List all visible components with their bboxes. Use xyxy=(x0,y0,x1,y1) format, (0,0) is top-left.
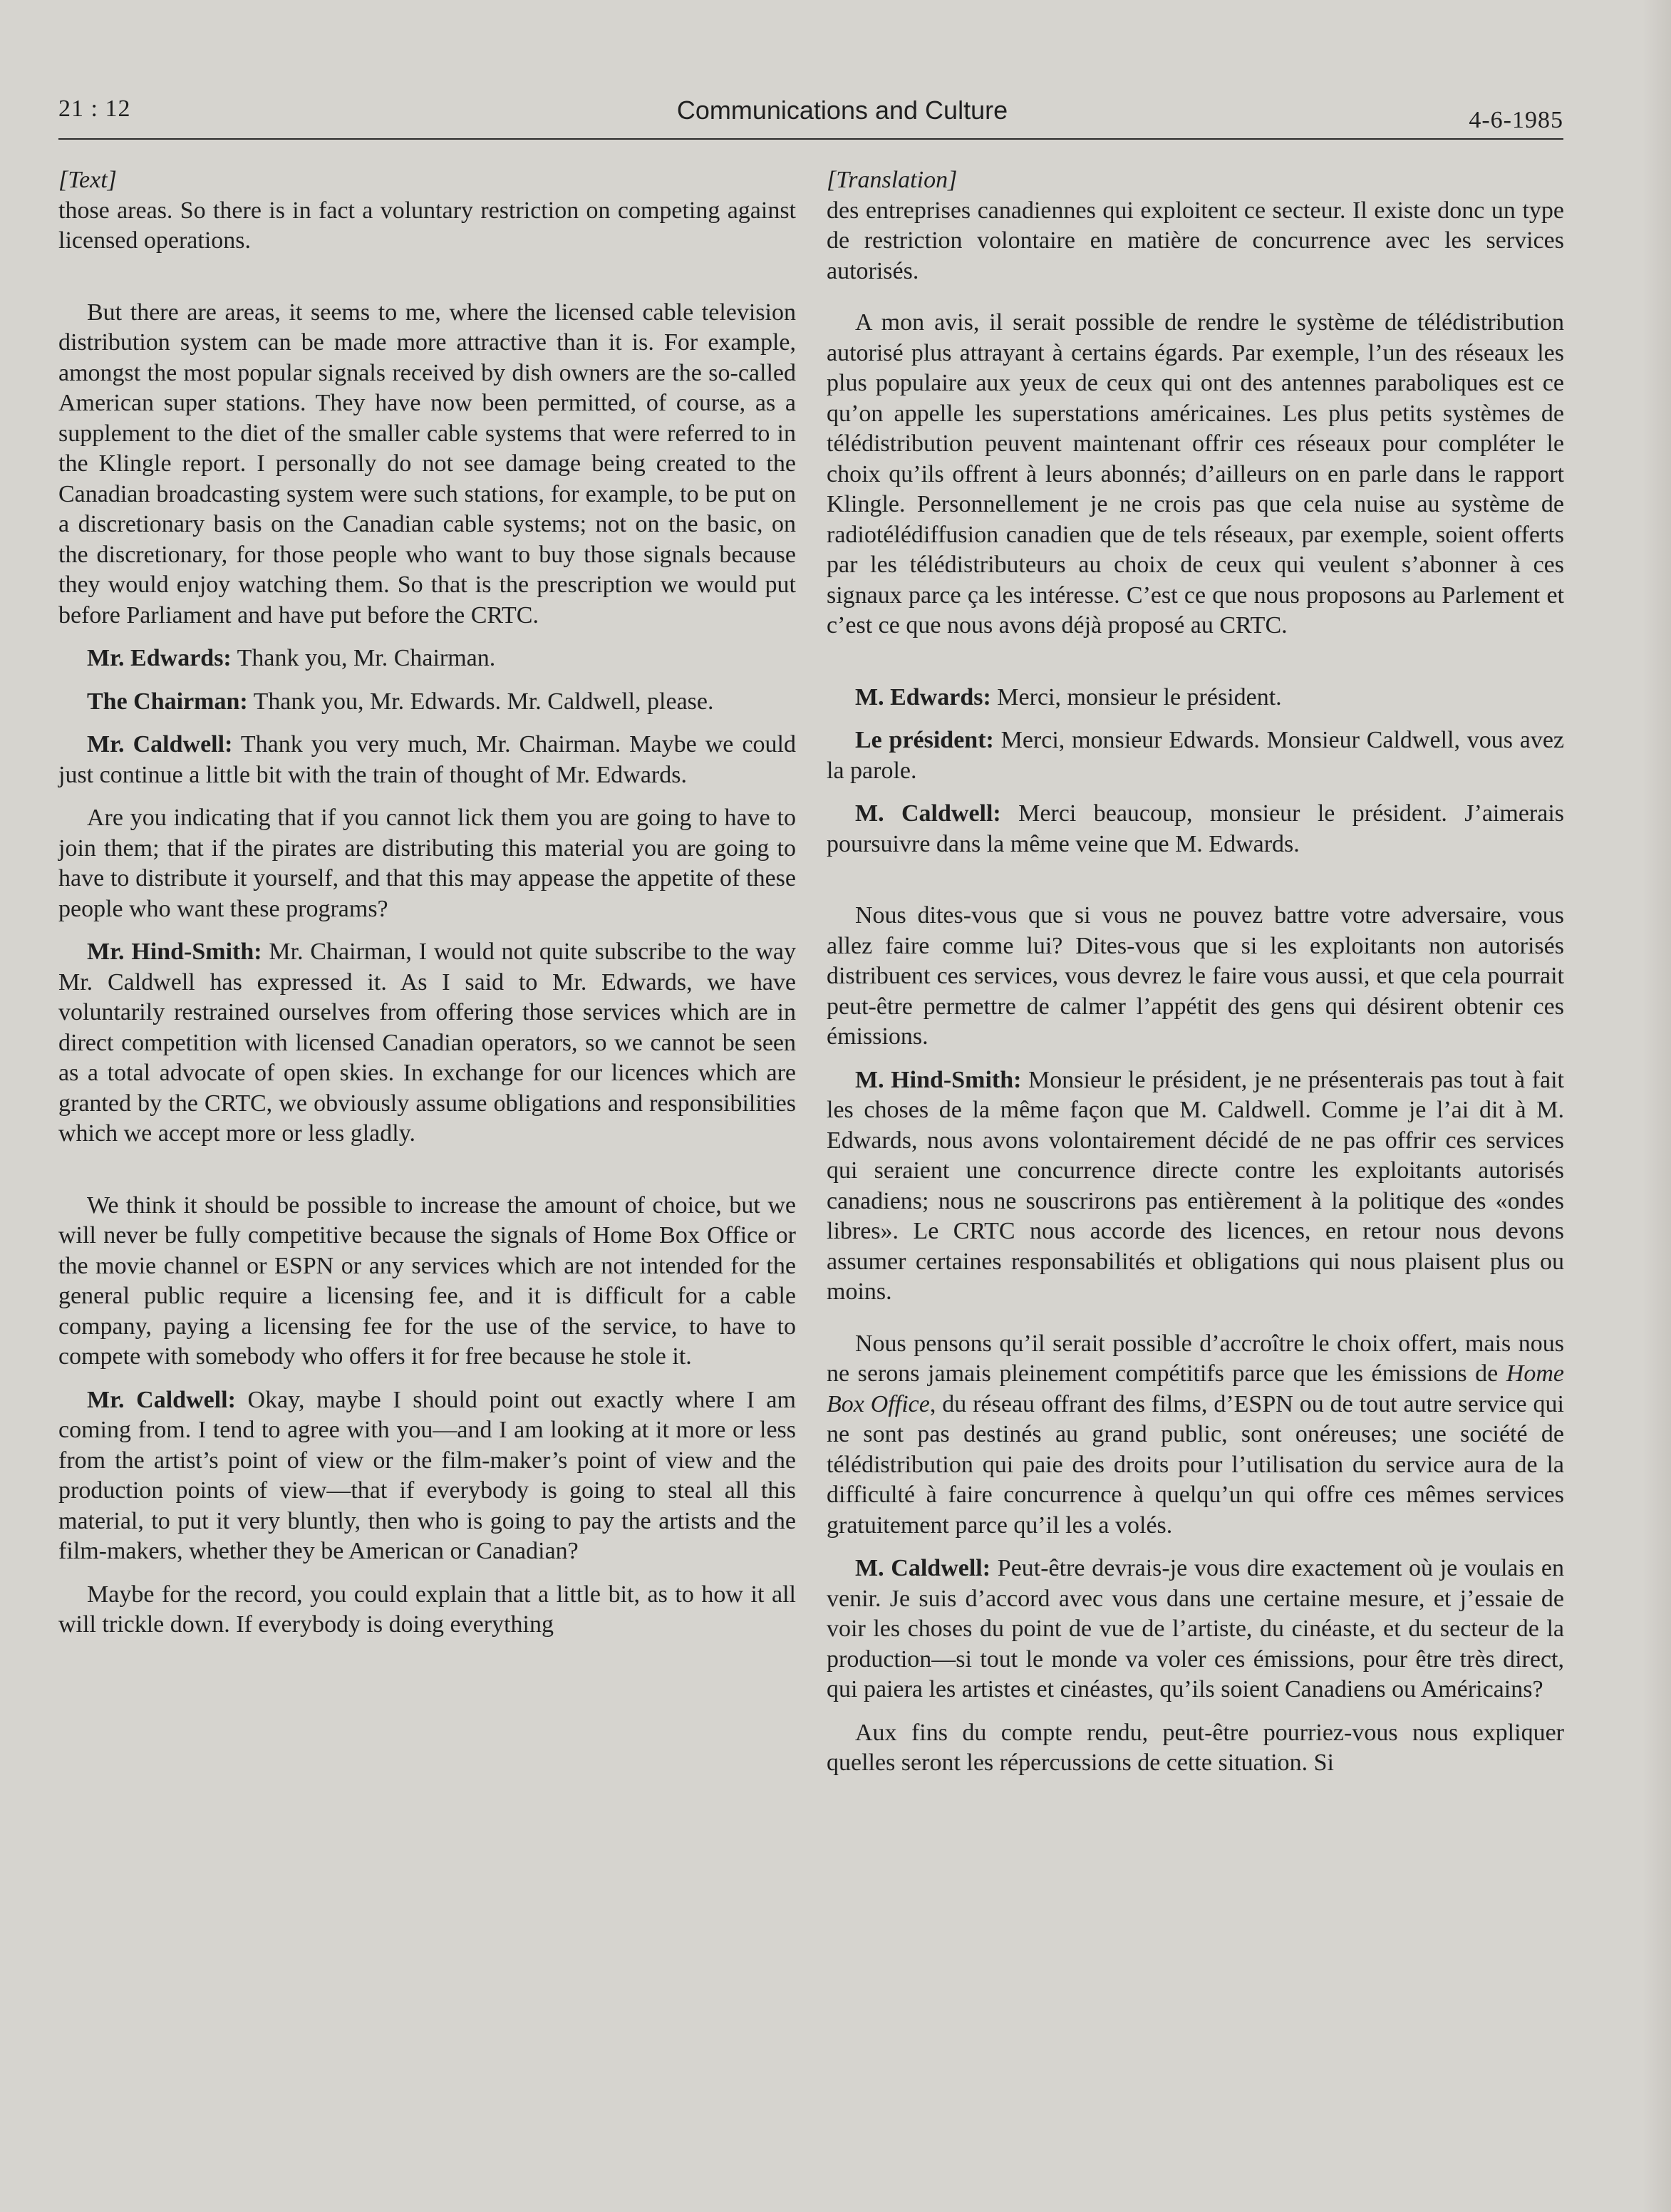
paragraph: But there are areas, it seems to me, where the licensed cable television distribution system can be made more attractive than it is. For example, amongst the most popular signals received by dish owners are the so-called American super stations. They have now been permitted, of course, as a supplement to the diet of the smaller cable systems that were referred to in the Klingle report. I personally do not see damage being created to the Canadian broadcasting system were such stations, for example, to be put on a discretionary basis on the Canadian cable systems; not on the basic, on the discretionary, for those people who want to buy those signals because they would enjoy watching them. So that is the prescription we would put before Parliament and have put before the CRTC. xyxy=(58,299,796,629)
paragraph: A mon avis, il serait possible de rendre le système de télédistribution autorisé plus attrayant à certains égards. Par exemple, l’un des réseaux les plus populaire aux yeux de ceux qui ont des antennes paraboliques est ce qu’on appelle les superstations américaines. Les plus petits systèmes de télédistribution peuvent maintenant offrir ces réseaux pour compléter le choix qu’ils offrent à leurs abonnés; d’ailleurs on en parle dans le rapport Klingle. Personnellement je ne crois pas que cela nuise au système de radiotélédiffusion canadien que de tels réseaux, par exemple, soient offerts par les télédistributeurs au choix de ceux qui veulent s’abonner à ces signaux parce ça les intéresse. C’est ce que nous proposons au Parlement et c’est ce que nous avons déjà proposé au CRTC. xyxy=(827,309,1564,639)
page-number: 21 : 12 xyxy=(58,95,131,122)
speaker-paragraph xyxy=(58,937,796,1149)
speech-text: Merci, monsieur le président. xyxy=(990,683,1282,710)
speech-text: Merci, monsieur Edwards. Monsieur Caldwell, vous avez la parole. xyxy=(827,727,1564,784)
speaker-name: Mr. Caldwell: xyxy=(87,731,233,758)
paragraph: des entreprises canadiennes qui exploitent ce secteur. Il existe donc un type de restriction volontaire en matière de concurrence avec les services autorisés. xyxy=(827,197,1564,284)
speaker-name: Mr. Caldwell: xyxy=(87,1386,236,1413)
header-date: 4-6-1985 xyxy=(1469,107,1563,133)
running-header xyxy=(58,93,1563,140)
speaker-name: M. Hind-Smith: xyxy=(855,1066,1022,1093)
page-edge-shadow xyxy=(1642,0,1671,2212)
speech-text: Merci beaucoup, monsieur le président. J’aimerais poursuivre dans la même veine que M. Edwards. xyxy=(827,800,1565,857)
speaker-paragraph xyxy=(58,730,796,790)
speaker-paragraph xyxy=(58,644,796,674)
speaker-name: M. Caldwell: xyxy=(855,1555,991,1581)
speech-text: Peut-être devrais-je vous dire exactement où je voulais en venir. Je suis d’accord avec vous dans une certaine mesure, et j’essaie de voir les choses du point de vue de l’artiste, du cinéaste, et du secteur de la production—si tout le monde va voler ces émissions, pour être très direct, qui paiera les artistes et cinéastes, qu’ils soient Canadiens ou Américains? xyxy=(827,1555,1564,1702)
speaker-paragraph xyxy=(827,1554,1564,1705)
speech-text: Thank you, Mr. Chairman. xyxy=(231,645,496,671)
paragraph: Nous dites-vous que si vous ne pouvez battre votre adversaire, vous allez faire comme lui? Dites-vous que si les exploitants non autorisés distribuent ces services, vous devrez le faire vous aussi, et que cela pourrait peut-être permettre de calmer l’appétit des gens qui désirent obtenir ces émissions. xyxy=(827,902,1564,1050)
french-column xyxy=(827,165,1564,1779)
paragraph: We think it should be possible to increase the amount of choice, but we will never be fully competitive because the signals of Home Box Office or the movie channel or ESPN or any services which are not intended for the general public require a licensing fee, and it is difficult for a cable company, paying a licensing fee for the use of the service, to have to compete with somebody who offers it for free because he stole it. xyxy=(58,1192,796,1370)
speech-text: Monsieur le président, je ne présenterais pas tout à fait les choses de la même façon que M. Caldwell. Comme je l’ai dit à M. Edwards, nous avons volontairement décidé de ne pas offrir ces services qui seraient une concurrence directe contre les exploitants autorisés canadiens; nous ne souscrirons pas entièrement à la politique des «ondes libres». Le CRTC nous accorde des licences, en retour nous devons assumer certaines responsabilités et obligations qui nous plaisent plus ou moins. xyxy=(827,1066,1564,1305)
text-run: , du réseau offrant des films, d’ESPN ou de tout autre service qui ne sont pas destinés au grand public, sont onéreuses; une société de télédistribution qui paie des droits pour l’utilisation du service aura de la difficulté à faire concurrence à quelqu’un qui offre ces mêmes services gratuitement parce qu’il les a volés. xyxy=(827,1390,1564,1539)
speaker-name: M. Caldwell: xyxy=(855,800,1001,827)
paragraph: those areas. So there is in fact a voluntary restriction on competing against licensed operations. xyxy=(58,197,796,254)
speaker-name: Mr. Edwards: xyxy=(87,645,232,671)
speaker-name: M. Edwards: xyxy=(855,683,991,710)
speaker-paragraph xyxy=(58,1385,796,1567)
speaker-name: The Chairman: xyxy=(87,688,248,715)
speaker-name: Mr. Hind-Smith: xyxy=(87,939,262,965)
speaker-name: Le président: xyxy=(855,727,994,753)
paragraph xyxy=(827,1329,1564,1541)
speech-text: Mr. Chairman, I would not quite subscribe to the way Mr. Caldwell has expressed it. As I said to Mr. Edwards, we have voluntarily restrained ourselves from offering those services which are in direct competition with licensed Canadian operators, so we cannot be seen as a total advocate of open skies. In exchange for our licences which are granted by the CRTC, we obviously assume obligations and responsibilities which we accept more or less gladly. xyxy=(58,939,796,1147)
text-run: Nous pensons qu’il serait possible d’accroître le choix offert, mais nous ne serons jamais pleinement compétitifs parce que les émissions de xyxy=(827,1330,1564,1387)
speaker-paragraph xyxy=(827,683,1564,713)
speaker-paragraph xyxy=(827,725,1564,786)
paragraph: Aux fins du compte rendu, peut-être pourriez-vous nous expliquer quelles seront les répercussions de cette situation. Si xyxy=(827,1719,1564,1776)
speaker-paragraph xyxy=(58,687,796,718)
column-label-text: [Text] xyxy=(58,167,117,193)
paragraph: Maybe for the record, you could explain that a little bit, as to how it all will trickle down. If everybody is doing everything xyxy=(58,1581,796,1638)
publication-title: Communications and Culture xyxy=(676,95,1008,125)
speaker-paragraph xyxy=(827,799,1564,859)
english-column xyxy=(58,165,796,1640)
speech-text: Okay, maybe I should point out exactly where I am coming from. I tend to agree with you—and I am looking at it more or less from the artist’s point of view or the film-maker’s point of view and the production points of view—that if everybody is going to steal all this material, to put it very bluntly, then who is going to pay the artists and the film-makers, whether they be American or Canadian? xyxy=(58,1386,796,1564)
italic-title: Home Box Office xyxy=(827,1360,1564,1417)
column-label-translation: [Translation] xyxy=(827,167,958,193)
speaker-paragraph xyxy=(827,1065,1564,1308)
paragraph: Are you indicating that if you cannot lick them you are going to have to join them; that if the pirates are distributing this material you are going to have to distribute it yourself, and that this may appease the appetite of these people who want these programs? xyxy=(58,805,796,922)
speech-text: Thank you very much, Mr. Chairman. Maybe we could just continue a little bit with the train of thought of Mr. Edwards. xyxy=(58,731,796,788)
speech-text: Thank you, Mr. Edwards. Mr. Caldwell, please. xyxy=(247,688,714,715)
